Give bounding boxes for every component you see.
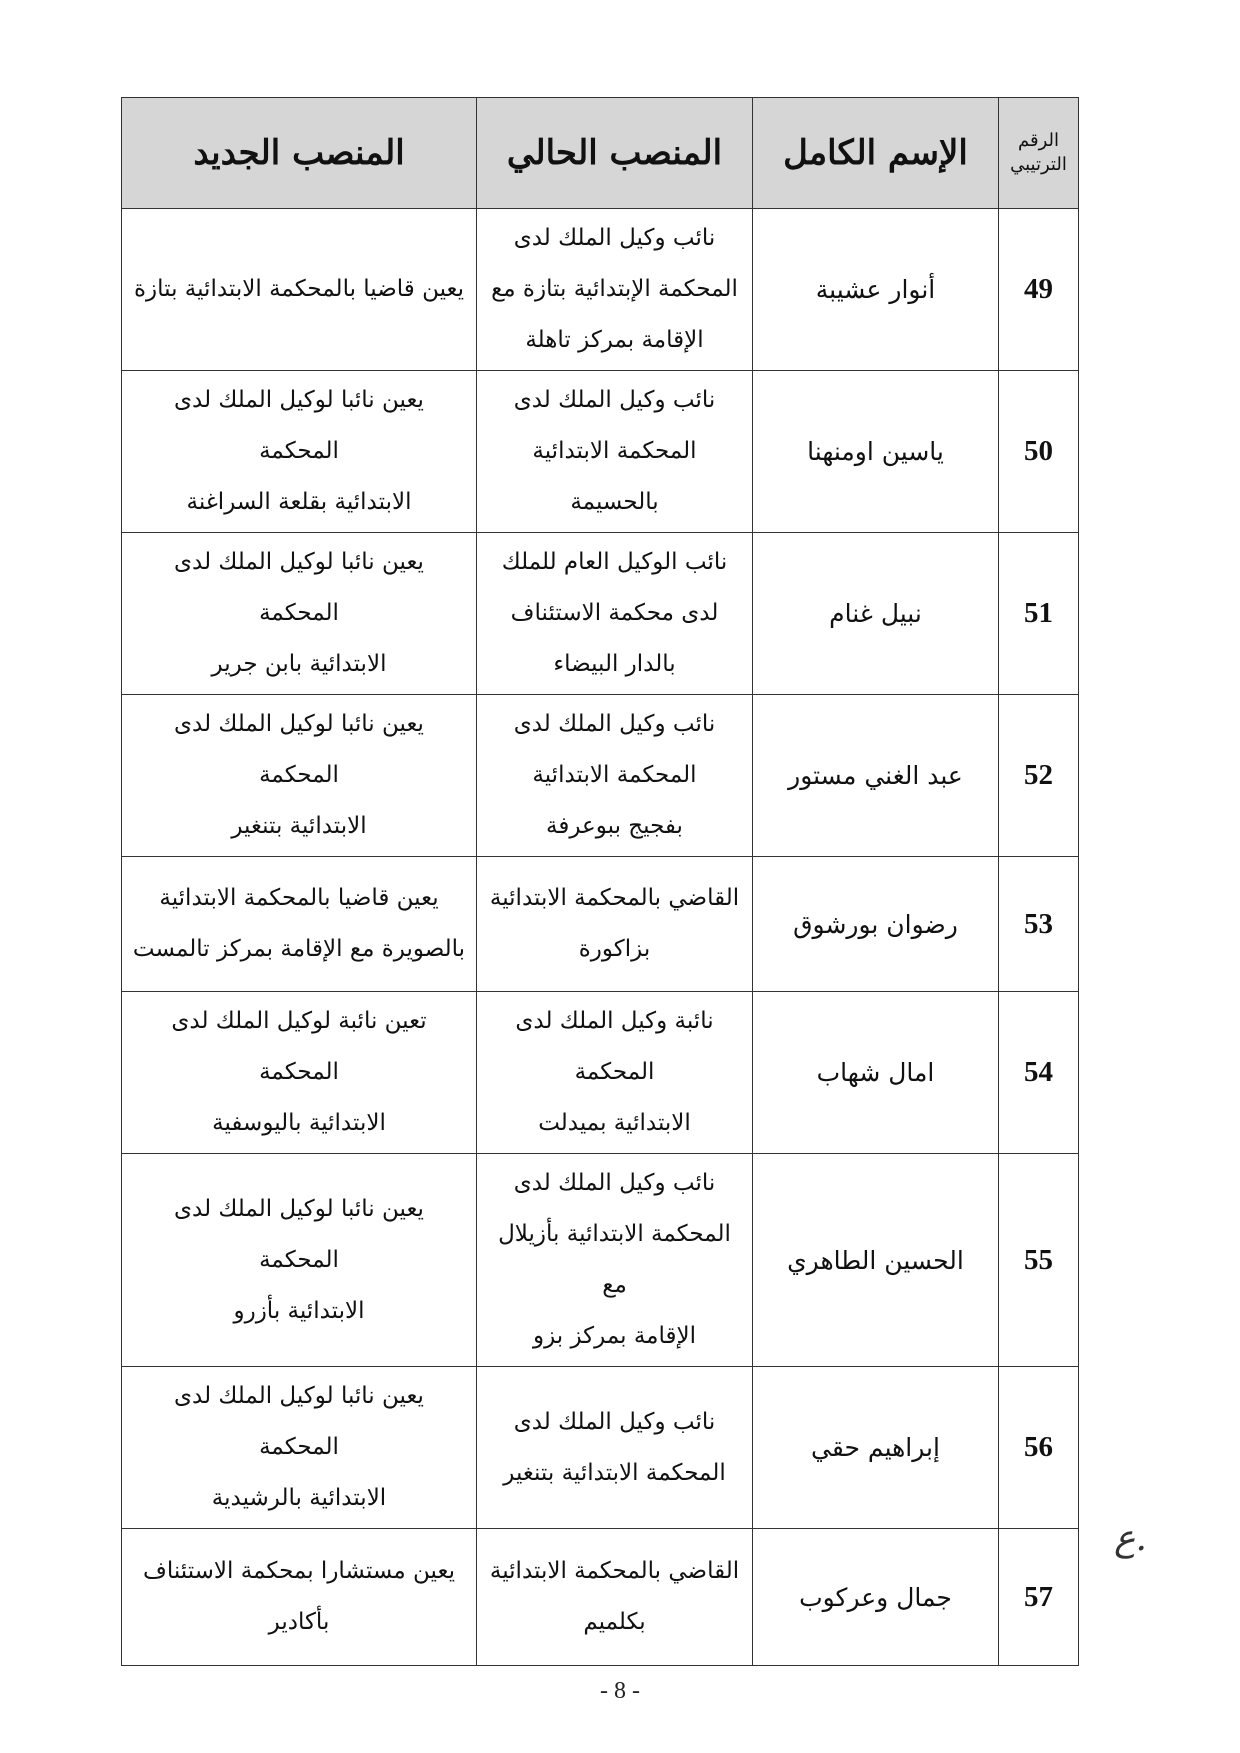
- table-row: [122, 533, 1079, 695]
- row-number: 51: [999, 533, 1079, 695]
- table-row: [122, 695, 1079, 857]
- table-row: [122, 1367, 1079, 1529]
- header-full-name: الإسم الكامل: [753, 98, 999, 209]
- row-number: 52: [999, 695, 1079, 857]
- row-current-position: القاضي بالمحكمة الابتدائية بكلميم: [477, 1529, 753, 1666]
- row-current-position: نائب وكيل الملك لدى المحكمة الإبتدائية بتازة مع الإقامة بمركز تاهلة: [477, 209, 753, 371]
- row-current-position: نائب وكيل الملك لدى المحكمة الابتدائية بفجيج ببوعرفة: [477, 695, 753, 857]
- page-number: - 8 -: [600, 1678, 640, 1704]
- row-full-name: إبراهيم حقي: [753, 1367, 999, 1529]
- header-number: الرقم الترتيبي: [999, 98, 1079, 209]
- row-number: 57: [999, 1529, 1079, 1666]
- row-full-name: عبد الغني مستور: [753, 695, 999, 857]
- table-row: [122, 1154, 1079, 1367]
- row-number: 56: [999, 1367, 1079, 1529]
- row-new-position: يعين قاضيا بالمحكمة الابتدائية بالصويرة مع الإقامة بمركز تالمست: [122, 857, 477, 992]
- row-new-position: يعين نائبا لوكيل الملك لدى المحكمة الابتدائية بقلعة السراغنة: [122, 371, 477, 533]
- row-full-name: الحسين الطاهري: [753, 1154, 999, 1367]
- row-number: 54: [999, 992, 1079, 1154]
- row-full-name: جمال وعركوب: [753, 1529, 999, 1666]
- table-row: [122, 1529, 1079, 1666]
- row-full-name: أنوار عشيبة: [753, 209, 999, 371]
- row-current-position: نائب وكيل الملك لدى المحكمة الابتدائية بالحسيمة: [477, 371, 753, 533]
- row-full-name: رضوان بورشوق: [753, 857, 999, 992]
- row-new-position: يعين نائبا لوكيل الملك لدى المحكمة الابتدائية بأزرو: [122, 1154, 477, 1367]
- row-full-name: ياسين اومنهنا: [753, 371, 999, 533]
- row-new-position: يعين مستشارا بمحكمة الاستئناف بأكادير: [122, 1529, 477, 1666]
- handwritten-initials: ع.: [1114, 1518, 1147, 1559]
- header-current-position: المنصب الحالي: [477, 98, 753, 209]
- row-current-position: نائب وكيل الملك لدى المحكمة الابتدائية بتنغير: [477, 1367, 753, 1529]
- row-new-position: تعين نائبة لوكيل الملك لدى المحكمة الابتدائية باليوسفية: [122, 992, 477, 1154]
- row-number: 50: [999, 371, 1079, 533]
- row-full-name: نبيل غنام: [753, 533, 999, 695]
- row-current-position: القاضي بالمحكمة الابتدائية بزاكورة: [477, 857, 753, 992]
- row-number: 55: [999, 1154, 1079, 1367]
- row-current-position: نائب الوكيل العام للملك لدى محكمة الاستئناف بالدار البيضاء: [477, 533, 753, 695]
- header-new-position: المنصب الجديد: [122, 98, 477, 209]
- row-current-position: نائب وكيل الملك لدى المحكمة الابتدائية بأزيلال مع الإقامة بمركز بزو: [477, 1154, 753, 1367]
- table-row: [122, 371, 1079, 533]
- table-row: [122, 992, 1079, 1154]
- row-current-position: نائبة وكيل الملك لدى المحكمة الابتدائية بميدلت: [477, 992, 753, 1154]
- appointments-table: [121, 97, 1079, 1666]
- table-row: [122, 209, 1079, 371]
- row-new-position: يعين نائبا لوكيل الملك لدى المحكمة الابتدائية بابن جرير: [122, 533, 477, 695]
- row-new-position: يعين قاضيا بالمحكمة الابتدائية بتازة: [122, 209, 477, 371]
- row-full-name: امال شهاب: [753, 992, 999, 1154]
- row-number: 53: [999, 857, 1079, 992]
- row-number: 49: [999, 209, 1079, 371]
- table-row: [122, 857, 1079, 992]
- table-header-row: [122, 98, 1079, 209]
- row-new-position: يعين نائبا لوكيل الملك لدى المحكمة الابتدائية بالرشيدية: [122, 1367, 477, 1529]
- row-new-position: يعين نائبا لوكيل الملك لدى المحكمة الابتدائية بتنغير: [122, 695, 477, 857]
